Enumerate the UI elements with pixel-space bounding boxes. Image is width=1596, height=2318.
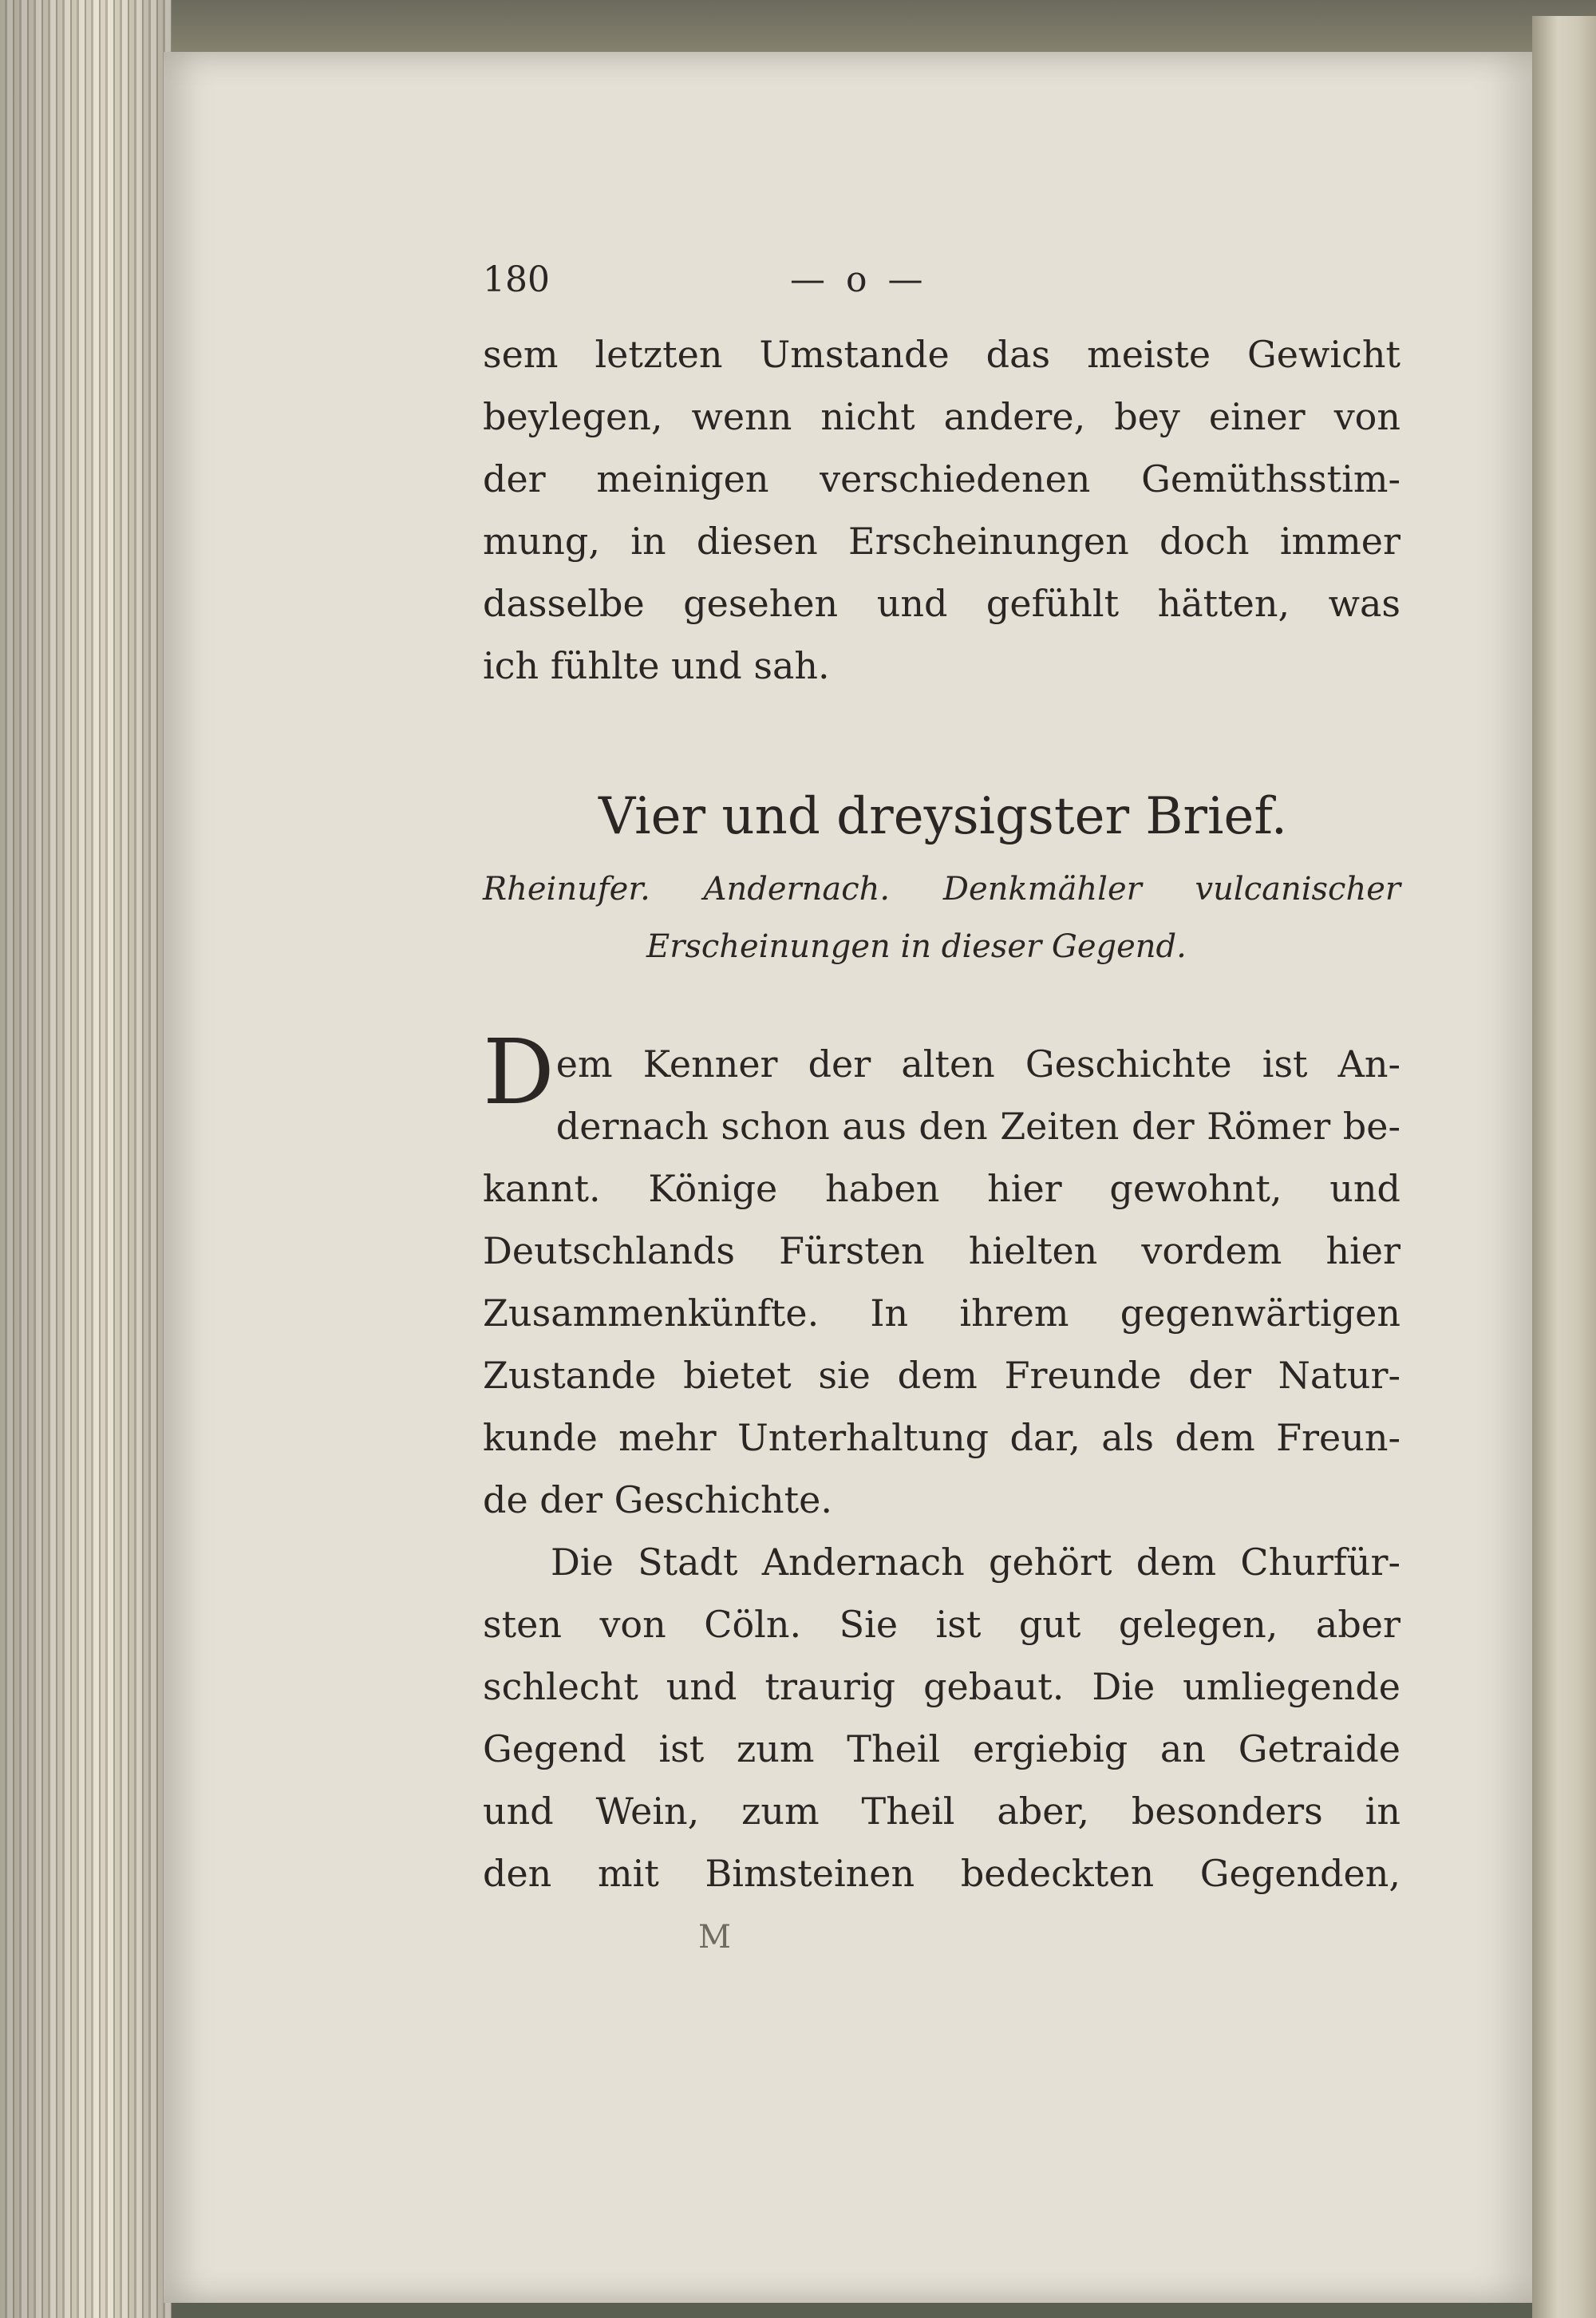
signature-mark: M	[698, 1919, 731, 1956]
text-line: sten von Cöln. Sie ist gut gelegen, aber	[483, 1603, 1400, 1646]
page-number: 180	[483, 259, 550, 300]
letter-subtitle	[483, 860, 1400, 975]
text-line: dernach schon aus den Zeiten der Römer be-	[555, 1105, 1400, 1148]
text-line: em Kenner der alten Geschichte ist An-	[555, 1042, 1400, 1086]
text-line: Gegend ist zum Theil ergiebig an Getraide	[483, 1727, 1400, 1770]
text-line: schlecht und traurig gebaut. Die umliegende	[483, 1665, 1400, 1708]
text-line: sem letzten Umstande das meiste Gewicht	[483, 333, 1400, 376]
header-ornament: — o —	[790, 259, 928, 300]
continuation-paragraph	[483, 323, 1400, 697]
paragraph-andernach-history	[483, 1021, 1400, 1531]
facing-page-edge	[1532, 16, 1596, 2318]
page-text-block	[483, 259, 1400, 1956]
page-edge-shadow	[0, 0, 172, 2318]
text-line: Deutschlands Fürsten hielten vordem hier	[483, 1229, 1400, 1272]
text-line: mung, in diesen Erscheinungen doch immer	[483, 520, 1400, 563]
text-line: Zustande bietet sie dem Freunde der Natur-	[483, 1354, 1400, 1397]
text-line: dasselbe gesehen und gefühlt hätten, was	[483, 582, 1400, 625]
subtitle-line: Rheinufer. Andernach. Denkmähler vulcanischer	[483, 871, 1400, 908]
subtitle-line: Erscheinungen in dieser Gegend.	[646, 928, 1187, 965]
text-line: Die Stadt Andernach gehört dem Churfür-	[551, 1541, 1400, 1584]
letter-title: Vier und dreysigster Brief.	[598, 787, 1288, 846]
paragraph-andernach-city	[483, 1531, 1400, 1905]
scan-top-shadow	[0, 0, 1596, 56]
text-line: ich fühlte und sah.	[483, 644, 830, 687]
text-line: und Wein, zum Theil aber, besonders in	[483, 1790, 1400, 1833]
text-line: de der Geschichte.	[483, 1478, 832, 1521]
text-line: Zusammenkünfte. In ihrem gegenwärtigen	[483, 1292, 1400, 1335]
text-line: beylegen, wenn nicht andere, bey einer von	[483, 395, 1400, 438]
text-line: kunde mehr Unterhaltung dar, als dem Freun-	[483, 1416, 1400, 1459]
text-line: kannt. Könige haben hier gewohnt, und	[483, 1167, 1400, 1210]
text-line: der meinigen verschiedenen Gemüthsstim-	[483, 457, 1400, 500]
text-line: den mit Bimsteinen bedeckten Gegenden,	[483, 1852, 1400, 1895]
running-header	[483, 259, 1400, 323]
drop-cap: D	[483, 1021, 555, 1125]
